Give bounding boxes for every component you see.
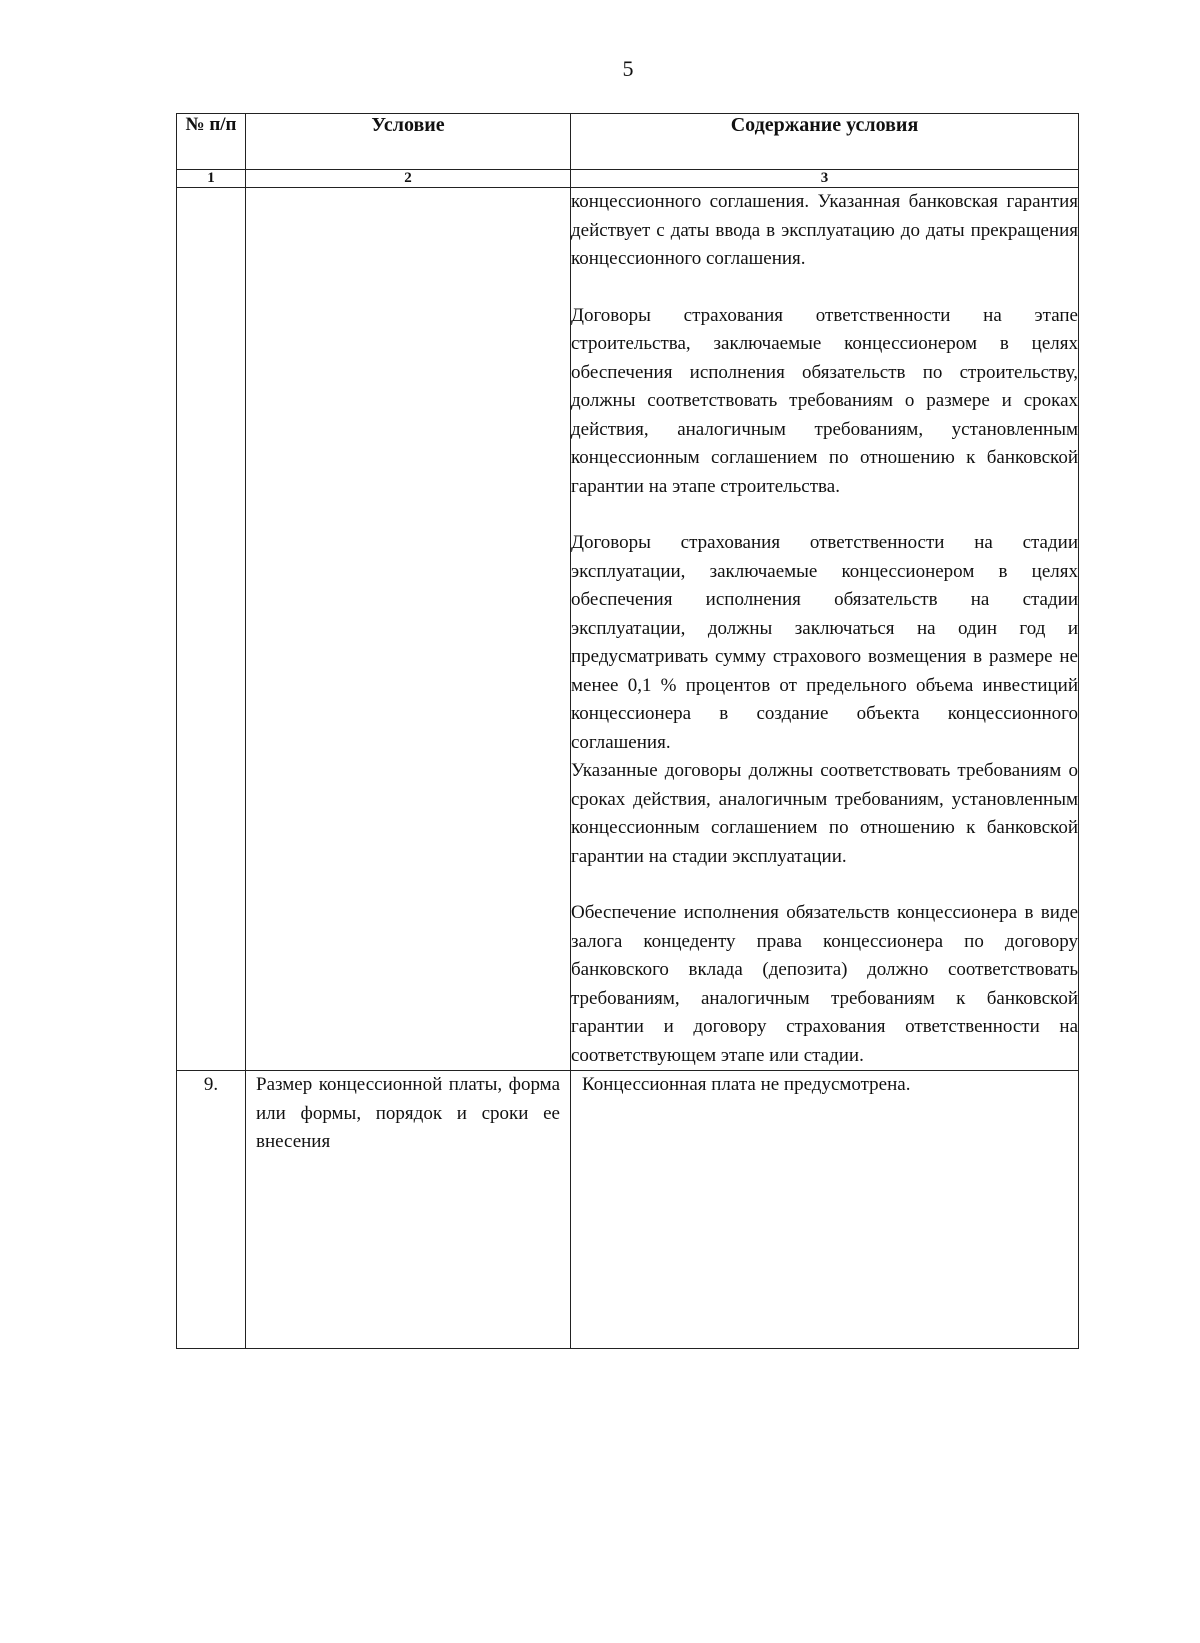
conditions-table [176,113,1079,1349]
table-row-continuation [177,188,1079,1071]
paragraph: концессионного соглашения. Указанная банковская гарантия действует с даты ввода в эксплуатацию до даты прекращения концессионного соглашения. [571,191,1078,269]
paragraph: Обеспечение исполнения обязательств концессионера в виде залога концеденту права концессионера по договору банковского вклада (депозита) должно соответствовать требованиям, аналогичным требованиям к банковской гарантии и договору страхования ответственности на соответствующем этапе или стадии. [571,902,1078,1066]
column-number: 1 [177,170,246,188]
table-header-row [177,114,1079,170]
row-content: Концессионная плата не предусмотрена. [571,1071,1079,1349]
column-number: 3 [571,170,1079,188]
header-number: № п/п [177,114,246,170]
row-condition: Размер концессионной платы, форма или формы, порядок и сроки ее внесения [246,1071,571,1349]
paragraph: Указанные договоры должны соответствовать требованиям о сроках действия, аналогичным требованиям, установленным концессионным соглашением по отношению к банковской гарантии на стадии эксплуатации. [571,760,1078,867]
column-number-row [177,170,1079,188]
row-number-cell [177,188,246,1071]
header-condition: Условие [246,114,571,170]
header-content: Содержание условия [571,114,1079,170]
page-number: 5 [622,56,634,81]
paragraph: Договоры страхования ответственности на стадии эксплуатации, заключаемые концессионером в целях обеспечения исполнения обязательств на стадии эксплуатации, должны заключаться на один год и предусматривать сумму страхового возмещения в размере не менее 0,1 % процентов от предельного объема инвестиций концессионера в создание объекта концессионного соглашения. [571,532,1078,753]
paragraph: Договоры страхования ответственности на этапе строительства, заключаемые концессионером в целях обеспечения исполнения обязательств по строительству, должны соответствовать требованиям о размере и сроках действия, аналогичным требованиям, установленным концессионным соглашением по отношению к банковской гарантии на этапе строительства. [571,304,1078,497]
row-content-cell [571,188,1079,1071]
row-number: 9. [177,1071,246,1349]
column-number: 2 [246,170,571,188]
row-condition-cell [246,188,571,1071]
table-row [177,1071,1079,1349]
